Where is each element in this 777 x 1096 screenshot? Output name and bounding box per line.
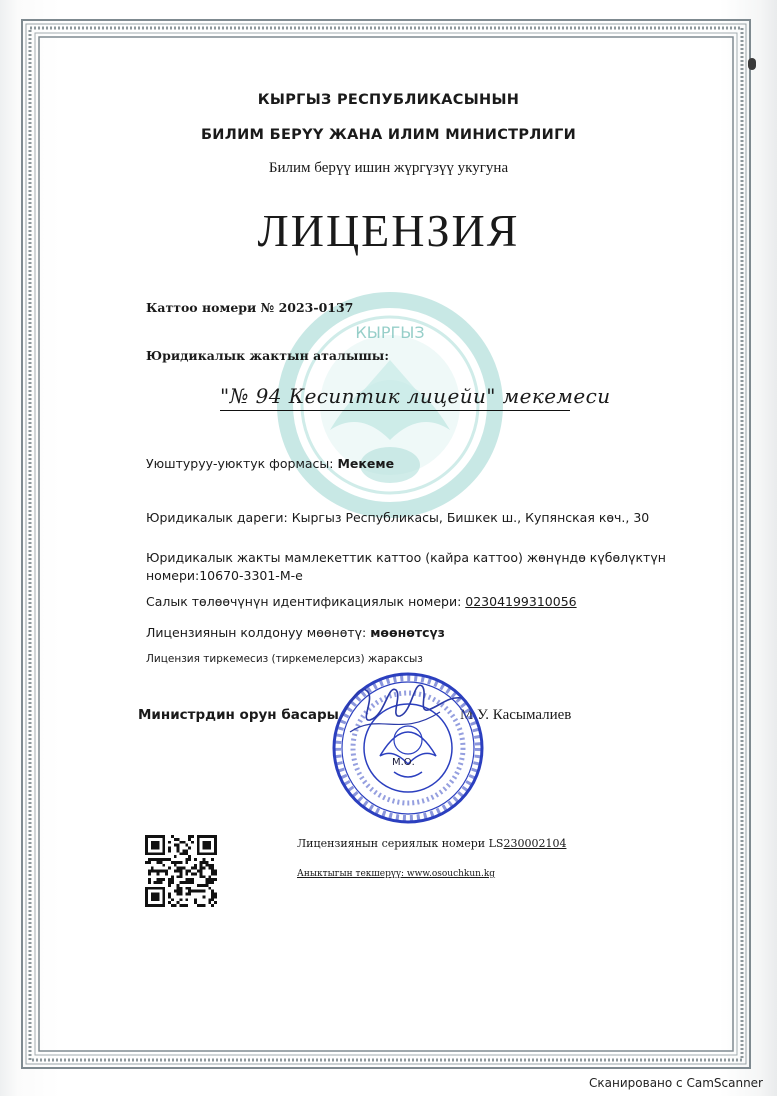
- serial-number-label: Лицензиянын сериялык номери: [297, 837, 489, 850]
- entity-name-value: "№ 94 Кесиптик лицейи" мекемеси: [220, 384, 570, 411]
- signatory-title: Министрдин орун басары: [138, 707, 339, 723]
- verification-link[interactable]: Аныктыгын текшерүү: www.osouchkun.kg: [297, 869, 496, 879]
- registration-number-label: Каттоо номери №: [146, 300, 279, 315]
- tax-id-label: Салык төлөөчүнүн идентификациялык номери:: [146, 594, 466, 609]
- registration-number-value: 2023-0137: [278, 300, 354, 315]
- ministry-header-line2: БИЛИМ БЕРҮҮ ЖАНА ИЛИМ МИНИСТРЛИГИ: [200, 127, 577, 143]
- qr-code: [145, 833, 217, 909]
- registration-certificate-value: 10670-3301-М-е: [199, 568, 303, 583]
- legal-address-row: [146, 510, 649, 525]
- registration-certificate-label2: номери:: [146, 568, 200, 583]
- license-title: ЛИЦЕНЗИЯ: [257, 205, 520, 256]
- registration-certificate-label: Юридикалык жакты мамлекеттик каттоо (кайра каттоо) жөнүндө күбөлүктүн: [146, 550, 666, 565]
- serial-number-prefix: LS: [488, 837, 504, 850]
- serial-number-value: 230002104: [503, 837, 567, 850]
- tax-id-row: [146, 594, 577, 609]
- appendix-note: Лицензия тиркемесиз (тиркемелерсиз) жараксыз: [146, 653, 423, 665]
- registration-certificate-row: [146, 568, 303, 583]
- license-term-label: Лицензиянын колдонуу мөөнөтү:: [146, 625, 371, 640]
- license-purpose: Билим берүү ишин жүргүзүү укугуна: [268, 160, 509, 176]
- handwritten-signature: [330, 672, 470, 742]
- serial-number-row: [297, 837, 566, 850]
- org-form-label: Уюштуруу-уюктук формасы:: [146, 456, 338, 471]
- registration-number-row: [146, 300, 353, 315]
- signatory-name: М.У. Касымалиев: [460, 707, 572, 723]
- org-form-row: [146, 456, 394, 471]
- org-form-value: Мекеме: [337, 456, 395, 471]
- scan-edge-mark: [748, 58, 756, 70]
- entity-name-label: Юридикалык жактын аталышы:: [146, 348, 389, 363]
- license-term-value: мөөнөтсүз: [370, 625, 445, 640]
- ministry-header-line1: КЫРГЫЗ РЕСПУБЛИКАСЫНЫН: [257, 92, 520, 108]
- license-term-row: [146, 625, 445, 640]
- legal-address-value: Кыргыз Республикасы, Бишкек ш., Купянская көч., 30: [291, 510, 650, 525]
- legal-address-label: Юридикалык дареги:: [146, 510, 292, 525]
- tax-id-value: 02304199310056: [465, 594, 577, 609]
- stamp-place-mark: М.О.: [392, 757, 415, 768]
- scanner-watermark: Сканировано с CamScanner: [589, 1076, 763, 1090]
- svg-text:КЫРГЫЗ: КЫРГЫЗ: [355, 323, 425, 342]
